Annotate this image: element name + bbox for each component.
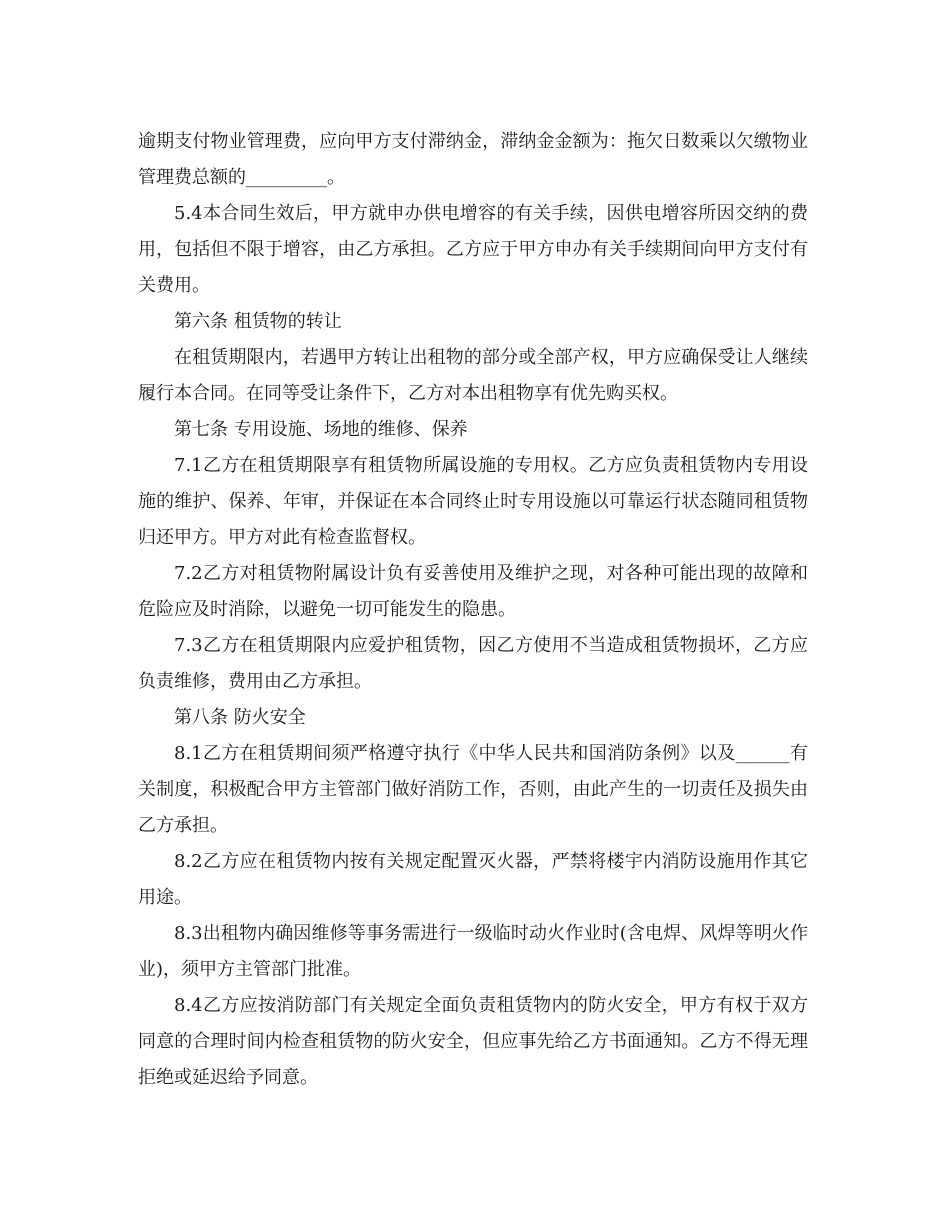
clause-8-2: 8.2乙方应在租赁物内按有关规定配置灭火器，严禁将楼宇内消防设施用作其它用途。 bbox=[138, 851, 808, 908]
document-body bbox=[138, 124, 808, 1096]
paragraph-continuation: 逾期支付物业管理费，应向甲方支付滞纳金，滞纳金金额为：拖欠日数乘以欠缴物业管理费总额的_________。 bbox=[138, 131, 808, 188]
clause-7-1: 7.1乙方在租赁期限享有租赁物所属设施的专用权。乙方应负责租赁物内专用设施的维护、保养、年审，并保证在本合同终止时专用设施以可靠运行状态随同租赁物归还甲方。甲方对此有检查监督权。 bbox=[138, 455, 808, 548]
clause-7-3: 7.3乙方在租赁期限内应爱护租赁物，因乙方使用不当造成租赁物损坏，乙方应负责维修，费用由乙方承担。 bbox=[138, 635, 808, 692]
section-heading-8: 第八条 防火安全 bbox=[174, 707, 306, 728]
clause-7-2: 7.2乙方对租赁物附属设计负有妥善使用及维护之现，对各种可能出现的故障和危险应及时消除，以避免一切可能发生的隐患。 bbox=[138, 563, 808, 620]
section-heading-7: 第七条 专用设施、场地的维修、保养 bbox=[174, 419, 468, 440]
clause-8-4: 8.4乙方应按消防部门有关规定全面负责租赁物内的防火安全，甲方有权于双方同意的合理时间内检查租赁物的防火安全，但应事先给乙方书面通知。乙方不得无理拒绝或延迟给予同意。 bbox=[138, 995, 808, 1088]
section-heading-6: 第六条 租赁物的转让 bbox=[174, 311, 342, 332]
clause-8-3: 8.3出租物内确因维修等事务需进行一级临时动火作业时(含电焊、风焊等明火作业)，须甲方主管部门批准。 bbox=[138, 923, 808, 980]
clause-8-1: 8.1乙方在租赁期间须严格遵守执行《中华人民共和国消防条例》以及______有关制度，积极配合甲方主管部门做好消防工作，否则，由此产生的一切责任及损失由乙方承担。 bbox=[138, 743, 808, 836]
clause-6-body: 在租赁期限内，若遇甲方转让出租物的部分或全部产权，甲方应确保受让人继续履行本合同。在同等受让条件下，乙方对本出租物享有优先购买权。 bbox=[138, 347, 808, 404]
clause-5-4: 5.4本合同生效后，甲方就申办供电增容的有关手续，因供电增容所因交纳的费用，包括但不限于增容，由乙方承担。乙方应于甲方申办有关手续期间向甲方支付有关费用。 bbox=[138, 203, 808, 296]
